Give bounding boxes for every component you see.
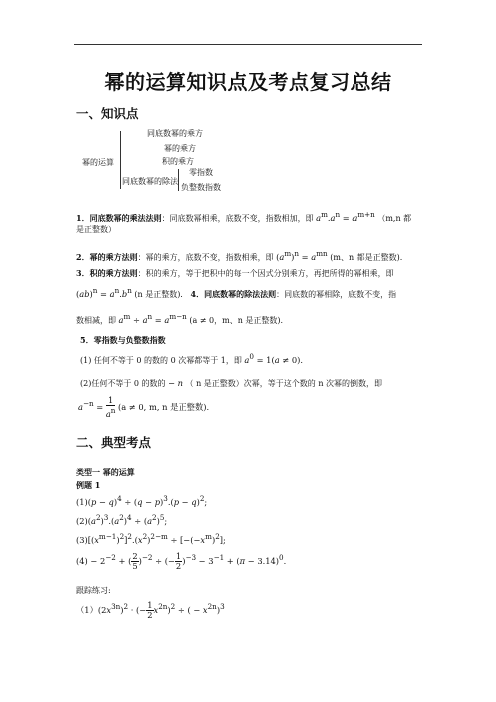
rule-3-formula: $(ab)^n = a^n.b^n$ bbox=[76, 286, 132, 299]
rule-1-formula: $a^m.a^n = a^{m+n}$ bbox=[316, 210, 375, 223]
header-rule bbox=[74, 44, 422, 45]
problem-4: $(4) - 2^{-2}$ + ( $\frac{2}{5}$ )$^{-2}$ ÷ (− $\frac{1}{2}$ )$^{-3} - 3^{-1} + (\pi - 3.14)^0$. bbox=[76, 551, 287, 571]
rule-5-2-neg-n: − n bbox=[168, 378, 183, 388]
rule-5-label: 5．零指数与负整数指数 bbox=[80, 335, 166, 345]
tree-item-2: 幂的乘方 bbox=[164, 144, 196, 153]
rule-5-2-text2: （ n 是正整数）次幂，等于这个数的 n 次幂的倒数，即 bbox=[185, 379, 383, 388]
tree-item-3: 积的乘方 bbox=[162, 157, 194, 166]
rule-4-line2 bbox=[76, 312, 283, 326]
rule-4-tail: (a ≠ 0，m、n 是正整数). bbox=[189, 315, 284, 325]
rule-3-4-line bbox=[76, 286, 396, 300]
rule-2-line bbox=[76, 249, 402, 263]
rule-2-formula: $(a^m)^n = a^{mn}$ bbox=[276, 249, 328, 262]
rule-3-tail: (n 是正整数). bbox=[134, 289, 183, 299]
rule-1-tail2: 是正整数） bbox=[76, 225, 116, 234]
section-heading-knowledge: 一、知识点 bbox=[76, 106, 139, 121]
problem-2: $(2)(a^2)^3.(a^2)^4 \div (a^2)^5$; bbox=[76, 513, 168, 526]
rule-1-label: 1．同底数幂的乘法法则 bbox=[76, 212, 162, 223]
tree-item-1: 同底数幂的乘方 bbox=[147, 129, 203, 138]
rule-2-tail: (m、n 都是正整数). bbox=[330, 252, 403, 262]
rule-5-1-line bbox=[80, 352, 303, 366]
rule-3-text: ：积的乘方，等于把积中的每一个因式分别乘方，再把所得的幂相乘，即 bbox=[137, 269, 394, 278]
rule-5-2-formula-line bbox=[78, 396, 209, 419]
rule-5-2-tail: (a ≠ 0, m, n 是正整数). bbox=[117, 401, 210, 412]
problem-1: $(1)(p - q)^4 \div (q - p)^3.(p - q)^2$; bbox=[76, 494, 208, 507]
rule-4-text2: 数相减，即 bbox=[76, 315, 116, 325]
follow-up-heading: 跟踪练习: bbox=[76, 586, 111, 595]
tree-root: 幂的运算 bbox=[82, 158, 114, 167]
rule-3-line bbox=[76, 268, 394, 279]
rule-1-tail: （m,n 都 bbox=[377, 213, 412, 223]
tree-brace bbox=[120, 131, 121, 189]
tree-sub-brace bbox=[178, 169, 179, 191]
rule-3-label: 3．积的乘方法则 bbox=[76, 268, 138, 278]
section-heading-exam: 二、典型考点 bbox=[76, 435, 152, 450]
rule-5-2-text: (2)任何不等于 0 的数的 bbox=[80, 379, 166, 388]
example-1-heading: 例题 1 bbox=[76, 480, 101, 490]
rule-4-formula: $a^m \div a^n = a^{m-n}$ bbox=[118, 312, 187, 325]
rule-2-label: 2．幂的乘方法则 bbox=[76, 251, 138, 262]
rule-1-text: ：同底数幂相乘，底数不变，指数相加，即 bbox=[161, 213, 314, 223]
tree-item-4: 同底数幂的除法 bbox=[122, 177, 178, 186]
follow-problem-1: $(1)(2x^{3n})^2$ · (− $\frac{1}{2}$ $x^{2n})^2$ ÷ ( − $x^{2n})^3$ bbox=[76, 600, 225, 620]
rule-5-2-line bbox=[80, 378, 382, 389]
rule-5-1-formula: $a^0 = 1(a \ne 0)$. bbox=[244, 352, 304, 365]
tree-sub-2: 负整数指数 bbox=[181, 183, 221, 192]
rule-5-2-formula: $a^{-n}$ = $\frac{1}{a^n}$ bbox=[78, 395, 116, 419]
rule-5-1-text: (1) 任何不等于 0 的数的 0 次幂都等于 1，即 bbox=[80, 355, 242, 365]
rule-2-text: ：幂的乘方，底数不变，指数相乘，即 bbox=[137, 252, 274, 262]
problem-3: $(3)[(x^{m-1})^2]^2.(x^2)^{2-m} \div [-(-x^m)^2]$; bbox=[76, 532, 226, 545]
rule-4-text: ：同底数的幂相除，底数不变，指 bbox=[276, 289, 397, 299]
rule-1-line bbox=[76, 210, 411, 224]
tree-sub-1: 零指数 bbox=[189, 168, 213, 177]
type-1-heading: 类型一 幂的运算 bbox=[76, 467, 135, 477]
rule-4-label: 4．同底数幂的除法法则 bbox=[190, 288, 277, 299]
page-title: 幂的运算知识点及考点复习总结 bbox=[104, 70, 392, 94]
